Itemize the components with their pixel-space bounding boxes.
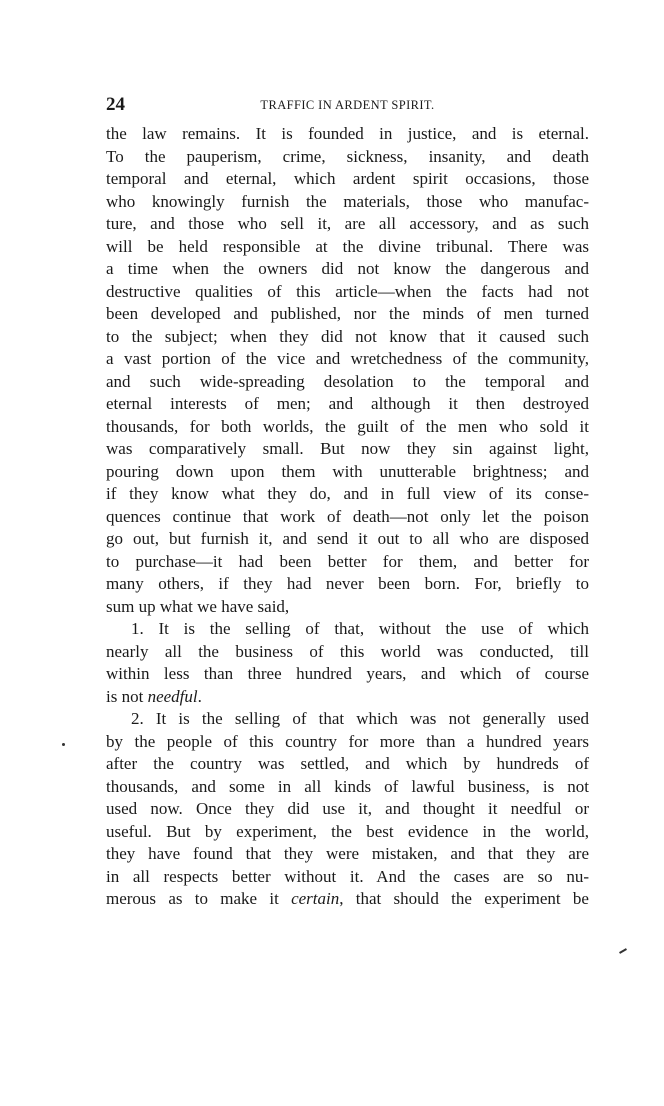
text-line <box>106 731 589 754</box>
text-line <box>106 753 589 776</box>
text-line <box>106 393 589 416</box>
text-line <box>106 686 589 709</box>
running-head <box>106 94 589 116</box>
text-line <box>106 213 589 236</box>
line-text: pouring down upon them with unutterable brightness; and <box>106 461 589 481</box>
running-title: TRAFFIC IN ARDENT SPIRIT. <box>260 98 435 112</box>
text-line <box>106 618 589 641</box>
text-line <box>106 168 589 191</box>
line-text: nearly all the business of this world was conducted, till <box>106 641 589 661</box>
line-text: to the subject; when they did not know that it caused such <box>106 326 589 346</box>
text-line <box>106 461 589 484</box>
line-text-after: , that should the experiment be <box>339 889 589 908</box>
text-line <box>106 123 589 146</box>
page-number: 24 <box>106 94 125 115</box>
text-line <box>106 843 589 866</box>
text-line <box>106 528 589 551</box>
text-line <box>106 821 589 844</box>
line-text: after the country was settled, and which by hundreds of <box>106 754 589 773</box>
line-text: who knowingly furnish the materials, those who manufac- <box>106 191 589 211</box>
text-line <box>106 551 589 574</box>
line-text: is not <box>106 686 148 706</box>
line-text: if they know what they do, and in full view of its conse- <box>106 484 589 503</box>
text-line <box>106 371 589 394</box>
margin-mark <box>62 743 65 746</box>
line-text: they have found that they were mistaken, and that they are <box>106 844 589 863</box>
line-text: used now. Once they did use it, and thought it needful or <box>106 799 589 818</box>
line-text: to purchase—it had been better for them, and better for <box>106 551 589 571</box>
line-text: 1. It is the selling of that, without the use of which <box>131 619 589 638</box>
line-text: by the people of this country for more than a hundred years <box>106 731 589 751</box>
line-text: thousands, for both worlds, the guilt of the men who sold it <box>106 416 589 436</box>
line-text: useful. But by experiment, the best evidence in the world, <box>106 821 589 841</box>
line-text: within less than three hundred years, and which of course <box>106 664 589 683</box>
text-line <box>106 281 589 304</box>
text-line <box>106 776 589 799</box>
text-line <box>106 146 589 169</box>
line-text: 2. It is the selling of that which was not generally used <box>131 709 589 728</box>
line-text: eternal interests of men; and although it then destroyed <box>106 394 589 413</box>
line-text: destructive qualities of this article—when the facts had not <box>106 281 589 301</box>
line-text: in all respects better without it. And the cases are so nu- <box>106 866 589 886</box>
line-text: temporal and eternal, which ardent spirit occasions, those <box>106 169 589 188</box>
text-line <box>106 798 589 821</box>
text-line <box>106 236 589 259</box>
text-line <box>106 303 589 326</box>
line-text: many others, if they had never been born. For, briefly to <box>106 574 589 593</box>
line-text: ture, and those who sell it, are all accessory, and as such <box>106 214 589 233</box>
text-line <box>106 573 589 596</box>
italic-word: needful <box>147 686 198 706</box>
text-line <box>106 663 589 686</box>
text-line <box>106 326 589 349</box>
text-line <box>106 866 589 889</box>
text-line <box>106 348 589 371</box>
line-text: thousands, and some in all kinds of lawful business, is not <box>106 776 589 796</box>
text-line <box>106 641 589 664</box>
text-line <box>106 483 589 506</box>
text-line <box>106 438 589 461</box>
line-text: go out, but furnish it, and send it out to all who are disposed <box>106 529 589 548</box>
line-text: will be held responsible at the divine tribunal. There was <box>106 236 589 256</box>
line-text: was comparatively small. But now they sin against light, <box>106 439 589 458</box>
line-text: a vast portion of the vice and wretchedness of the community, <box>106 349 589 368</box>
italic-word: certain <box>291 889 340 908</box>
line-text: merous as to make it <box>106 889 292 908</box>
line-text: the law remains. It is founded in justice, and is eternal. <box>106 124 589 143</box>
line-text: sum up what we have said, <box>106 596 290 616</box>
text-line <box>106 596 589 619</box>
line-text: a time when the owners did not know the dangerous and <box>106 259 589 278</box>
text-line <box>106 708 589 731</box>
line-text-after: . <box>197 686 202 706</box>
text-line <box>106 888 589 911</box>
margin-mark <box>619 948 627 954</box>
text-line <box>106 506 589 529</box>
text-line <box>106 416 589 439</box>
line-text: and such wide-spreading desolation to the temporal and <box>106 371 589 391</box>
line-text: been developed and published, nor the minds of men turned <box>106 304 589 323</box>
text-line <box>106 258 589 281</box>
body-text <box>106 123 589 911</box>
line-text: quences continue that work of death—not only let the poison <box>106 506 589 526</box>
text-line <box>106 191 589 214</box>
line-text: To the pauperism, crime, sickness, insanity, and death <box>106 146 589 166</box>
